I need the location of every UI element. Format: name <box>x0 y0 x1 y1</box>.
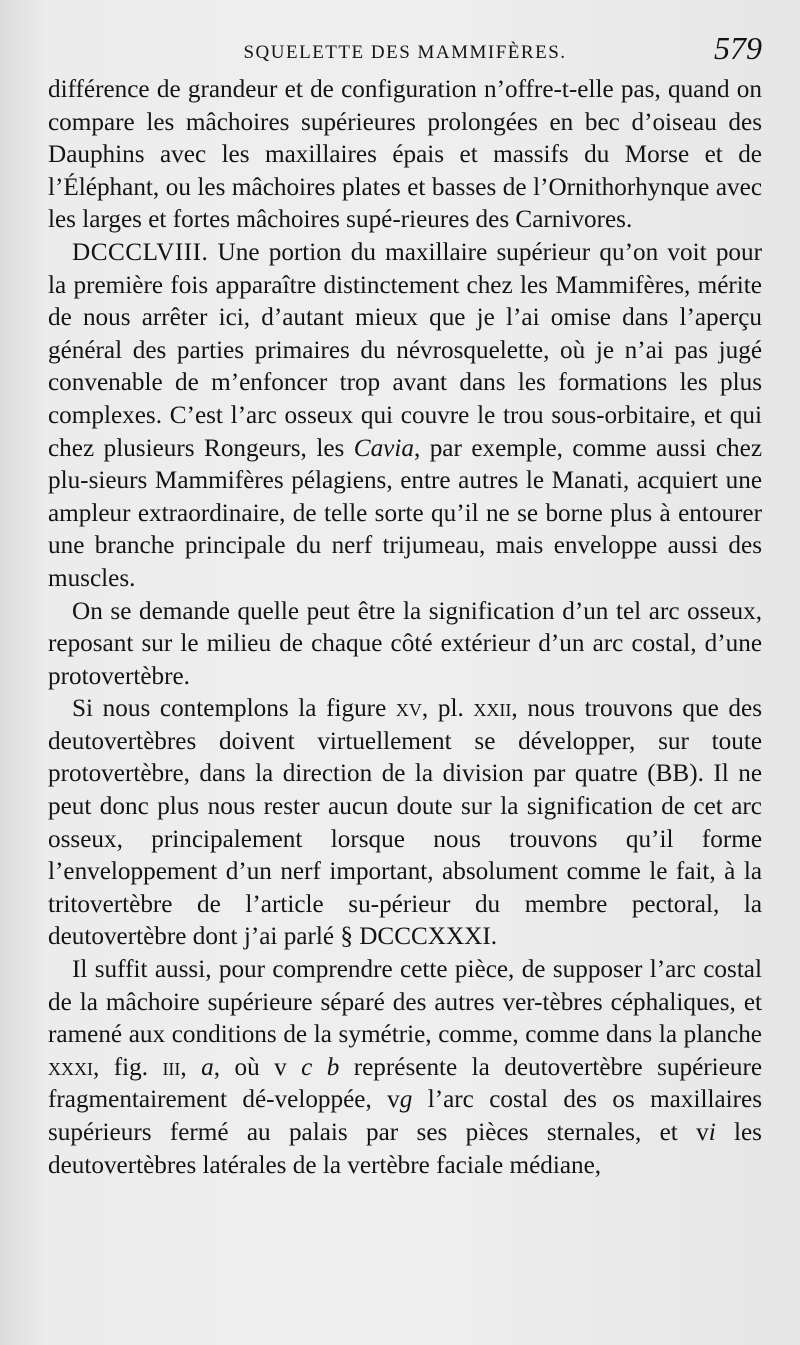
running-head: SQUELETTE DES MAMMIFÈRES. <box>243 42 567 63</box>
paragraph <box>48 596 762 694</box>
text-run: représente la deutovertèbre supérieure fragmentairement dé-veloppée, v <box>48 1053 763 1114</box>
italic-term: c b <box>301 1053 340 1081</box>
paragraph <box>48 237 762 596</box>
italic-term: a <box>201 1053 214 1081</box>
paragraph <box>48 954 762 1182</box>
italic-term: i <box>708 1119 716 1146</box>
page-number: 579 <box>714 30 762 66</box>
body-text <box>48 74 762 1182</box>
roman-numeral: iii <box>162 1053 181 1081</box>
roman-numeral: xxii <box>473 695 512 723</box>
text-run: , fig. <box>93 1053 163 1081</box>
text-run: Si nous contemplons la figure <box>72 695 396 723</box>
paragraph <box>48 74 762 237</box>
text-run: , par exemple, comme aussi chez plu-sieurs Mammifères pélagiens, entre autres le Manati, acquiert une ampleur extraordinaire, de telle sorte qu’il ne se borne plus à entourer une branche principale du nerf trijumeau, mais enveloppe aussi des muscles. <box>48 434 763 592</box>
roman-numeral: xxxi <box>48 1053 93 1081</box>
text-run: les deutovertèbres latérales de la vertèbre faciale médiane, <box>48 1119 762 1179</box>
page-header <box>48 28 762 74</box>
section-number: DCCCLVIII. <box>72 238 209 266</box>
text-run: , où v <box>213 1053 302 1081</box>
italic-term: Cavia <box>353 434 414 462</box>
paragraph <box>48 693 762 954</box>
text-run: , pl. <box>421 695 474 723</box>
text-run: différence de grandeur et de configuration n’offre-t-elle pas, quand on compare les mâchoires supérieures prolongées en bec d’oiseau des Dauphins avec les maxillaires épais et massifs du Morse et de l’Éléphant, ou les mâchoires plates et basses de l’Ornithorhynque avec les larges et fortes mâchoires supé-rieures des Carnivores. <box>48 76 762 234</box>
text-run: On se demande quelle peut être la signification d’un tel arc osseux, reposant sur le milieu de chaque côté extérieur d’un arc costal, d’une protovertèbre. <box>48 597 762 690</box>
text-run: Une portion du maxillaire supérieur qu’on voit pour la première fois apparaître distinctement chez les Mammifères, mérite de nous arrêter ici, d’autant mieux que je l’ai omise dans l’aperçu général des parties primaires du névrosquelette, où je n’ai pas jugé convenable de m’enfoncer trop avant dans les formations les plus complexes. C’est l’arc osseux qui couvre le trou sous-orbitaire, et qui chez plusieurs Rongeurs, les <box>48 238 762 462</box>
text-run: Il suffit aussi, pour comprendre cette pièce, de supposer l’arc costal de la mâchoire supérieure séparé des autres ver-tèbres céphaliques, et ramené aux conditions de la symétrie, comme, comme dans la planche <box>48 956 762 1049</box>
text-run: , nous trouvons que des deutovertèbres doivent virtuellement se développer, sur toute protovertèbre, dans la direction de la division par quatre (BB). Il ne peut donc plus nous rester aucun doute sur la signification de cet arc osseux, principalement lorsque nous trouvons qu’il forme l’enveloppement d’un nerf important, absolument comme le fait, à la tritovertèbre de l’article su-périeur du membre pectoral, la deutovertèbre dont j’ai parlé § DCCCXXXI. <box>48 695 763 951</box>
roman-numeral: xv <box>395 695 422 723</box>
italic-term: g <box>399 1086 413 1114</box>
text-run: , <box>180 1053 202 1081</box>
text-run: l’arc costal des os maxillaires supérieurs fermé au palais par ses pièces sternales, et v <box>48 1086 762 1146</box>
